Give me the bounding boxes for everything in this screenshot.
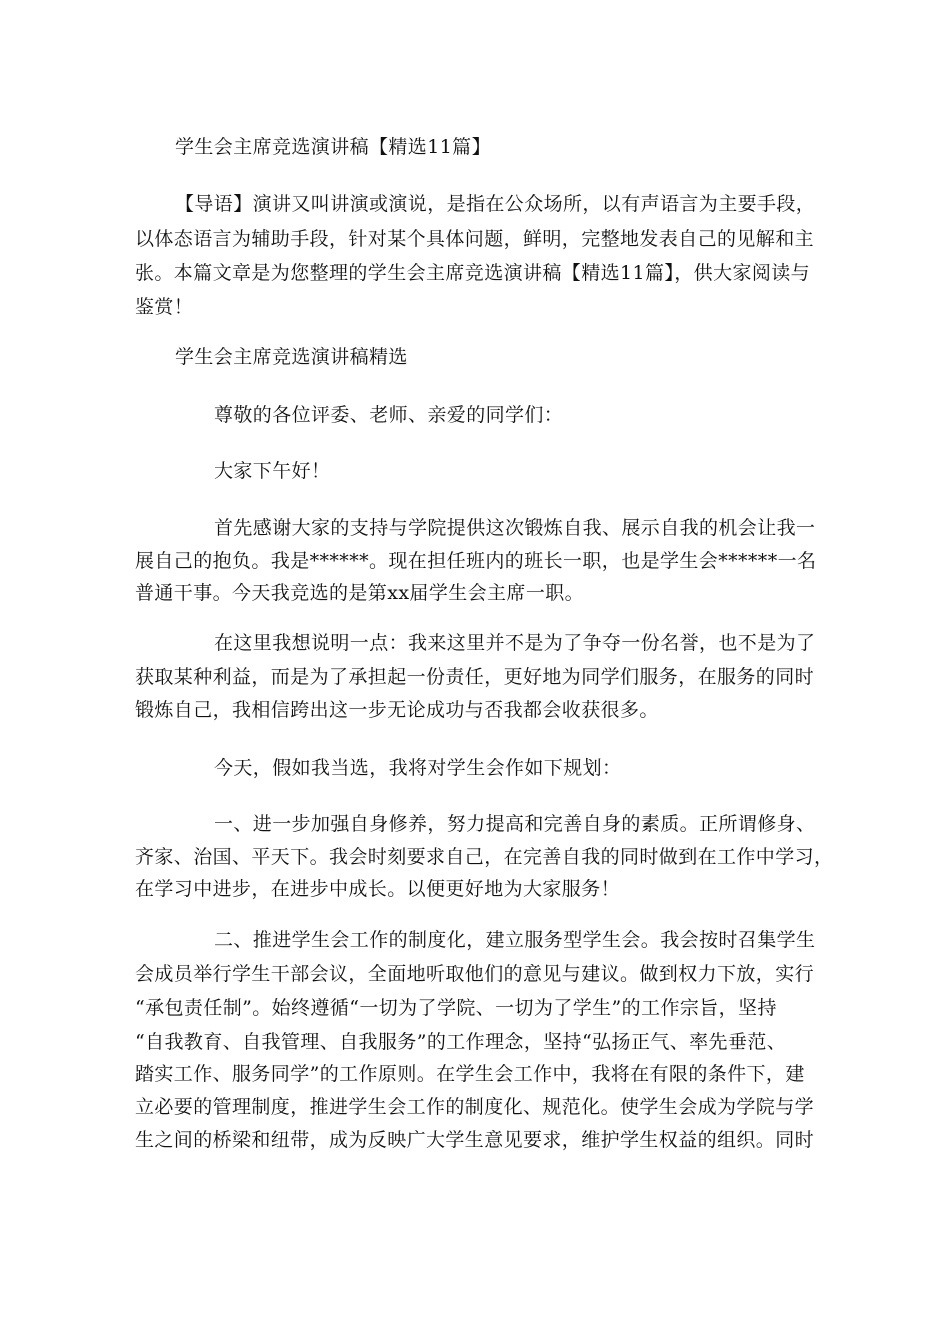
paragraph-line: 锻炼自己，我相信跨出这一步无论成功与否我都会收获很多。 xyxy=(135,699,659,721)
document-title: 学生会主席竞选演讲稿【精选11篇】 xyxy=(175,136,491,158)
paragraph-line: “承包责任制”。始终遵循“一切为了学院、一切为了学生”的工作宗旨，坚持 xyxy=(135,997,777,1019)
salutation: 尊敬的各位评委、老师、亲爱的同学们： xyxy=(214,404,564,426)
paragraph-line: 立必要的管理制度，推进学生会工作的制度化、规范化。使学生会成为学院与学 xyxy=(135,1096,815,1118)
paragraph-line: 踏实工作、服务同学”的工作原则。在学生会工作中，我将在有限的条件下，建 xyxy=(135,1063,805,1085)
intro-line: 鉴赏！ xyxy=(135,296,194,318)
section-heading: 学生会主席竞选演讲稿精选 xyxy=(175,346,408,368)
paragraph-line: 首先感谢大家的支持与学院提供这次锻炼自我、展示自我的机会让我一 xyxy=(214,517,816,539)
paragraph-line: 在这里我想说明一点：我来这里并不是为了争夺一份名誉，也不是为了 xyxy=(214,632,816,654)
paragraph-line: 齐家、治国、平天下。我会时刻要求自己，在完善自我的同时做到在工作中学习， xyxy=(135,846,834,868)
intro-line: 【导语】演讲又叫讲演或演说，是指在公众场所，以有声语言为主要手段， xyxy=(175,193,816,215)
paragraph-line: 二、推进学生会工作的制度化，建立服务型学生会。我会按时召集学生 xyxy=(214,929,816,951)
paragraph-line: 普通干事。今天我竞选的是第xx届学生会主席一职。 xyxy=(135,582,585,604)
paragraph-line: 会成员举行学生干部会议，全面地听取他们的意见与建议。做到权力下放，实行 xyxy=(135,963,815,985)
paragraph-line: 今天，假如我当选，我将对学生会作如下规划： xyxy=(214,757,622,779)
paragraph-line: 生之间的桥梁和纽带，成为反映广大学生意见要求，维护学生权益的组织。同时 xyxy=(135,1129,815,1151)
paragraph-line: 展自己的抱负。我是******。现在担任班内的班长一职，也是学生会******一名 xyxy=(135,550,817,572)
paragraph-line: 一、进一步加强自身修养，努力提高和完善自身的素质。正所谓修身、 xyxy=(214,813,816,835)
paragraph-line: “自我教育、自我管理、自我服务”的工作理念，坚持“弘扬正气、率先垂范、 xyxy=(135,1031,787,1053)
paragraph-line: 获取某种利益，而是为了承担起一份责任，更好地为同学们服务，在服务的同时 xyxy=(135,666,815,688)
greeting: 大家下午好！ xyxy=(214,460,331,482)
paragraph-line: 在学习中进步，在进步中成长。以便更好地为大家服务！ xyxy=(135,878,621,900)
intro-line: 以体态语言为辅助手段，针对某个具体问题，鲜明，完整地发表自己的见解和主 xyxy=(135,228,815,250)
intro-line: 张。本篇文章是为您整理的学生会主席竞选演讲稿【精选11篇】，供大家阅读与 xyxy=(135,262,811,284)
